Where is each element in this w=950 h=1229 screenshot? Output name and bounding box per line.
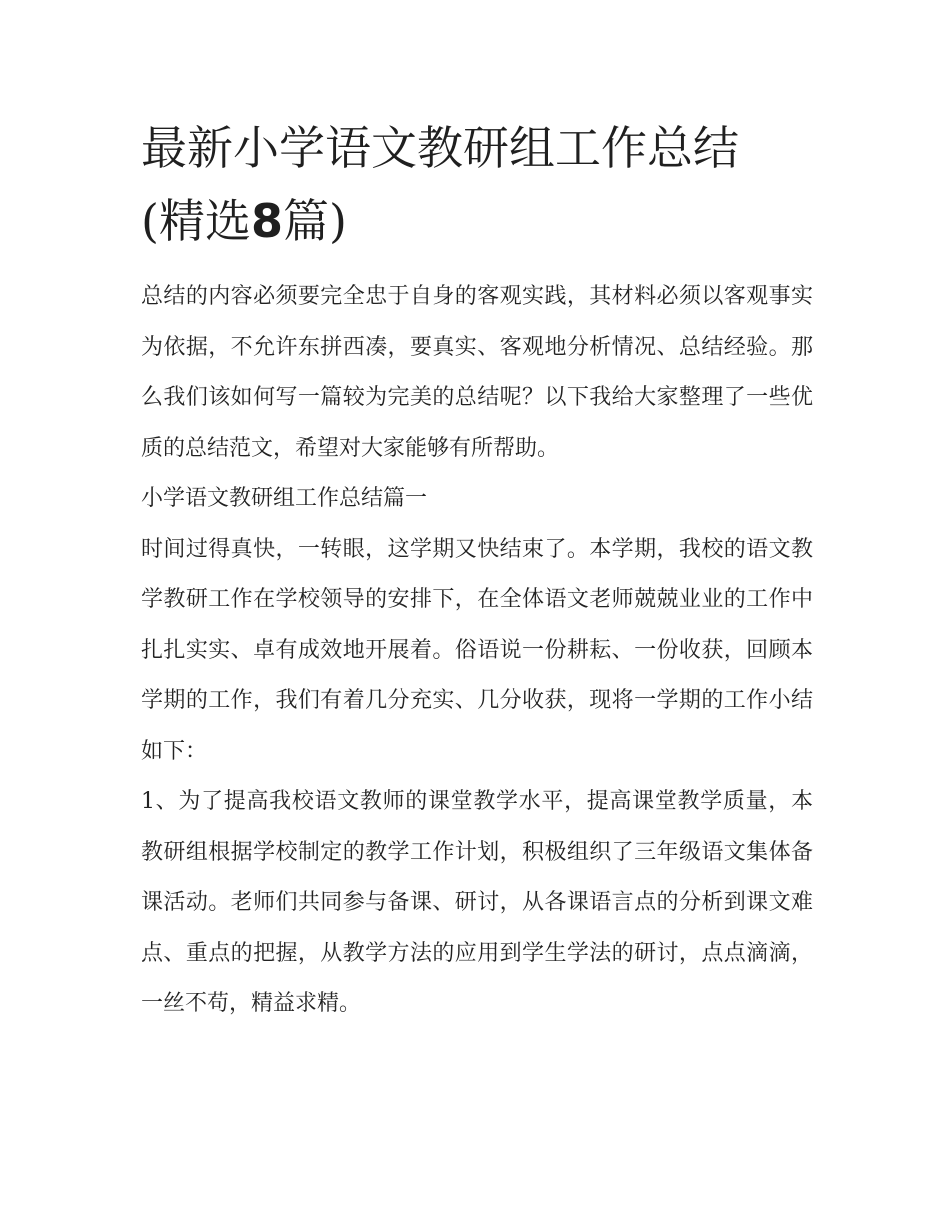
- title-line-2-number: 8: [250, 194, 283, 248]
- document-content: [141, 112, 813, 1030]
- document-title: [141, 112, 813, 258]
- intro-paragraph: 总结的内容必须要完全忠于自身的客观实践，其材料必须以客观事实为依据，不允许东拼西凑，要真实、客观地分析情况、总结经验。那么我们该如何写一篇较为完美的总结呢？以下我给大家整理了一些优质的总结范文，希望对大家能够有所帮助。: [141, 284, 813, 461]
- body-paragraph-2: 1、为了提高我校语文教师的课堂教学水平，提高课堂教学质量，本教研组根据学校制定的教学工作计划，积极组织了三年级语文集体备课活动。老师们共同参与备课、研讨，从各课语言点的分析到课文难点、重点的把握，从教学方法的应用到学生学法的研讨，点点滴滴，一丝不苟，精益求精。: [141, 789, 813, 1016]
- document-body: [141, 272, 813, 1030]
- body-paragraph-1: 时间过得真快，一转眼，这学期又快结束了。本学期，我校的语文教学教研工作在学校领导的安排下，在全体语文老师兢兢业业的工作中扎扎实实、卓有成效地开展着。俗语说一份耕耘、一份收获，回顾本学期的工作，我们有着几分充实、几分收获，现将一学期的工作小结如下：: [141, 536, 813, 764]
- title-line-2-suffix: 篇): [282, 194, 347, 248]
- title-line-2-prefix: (精选: [141, 194, 251, 248]
- section-heading: 小学语文教研组工作总结篇一: [141, 486, 428, 511]
- title-line-1: 最新小学语文教研组工作总结: [141, 121, 739, 175]
